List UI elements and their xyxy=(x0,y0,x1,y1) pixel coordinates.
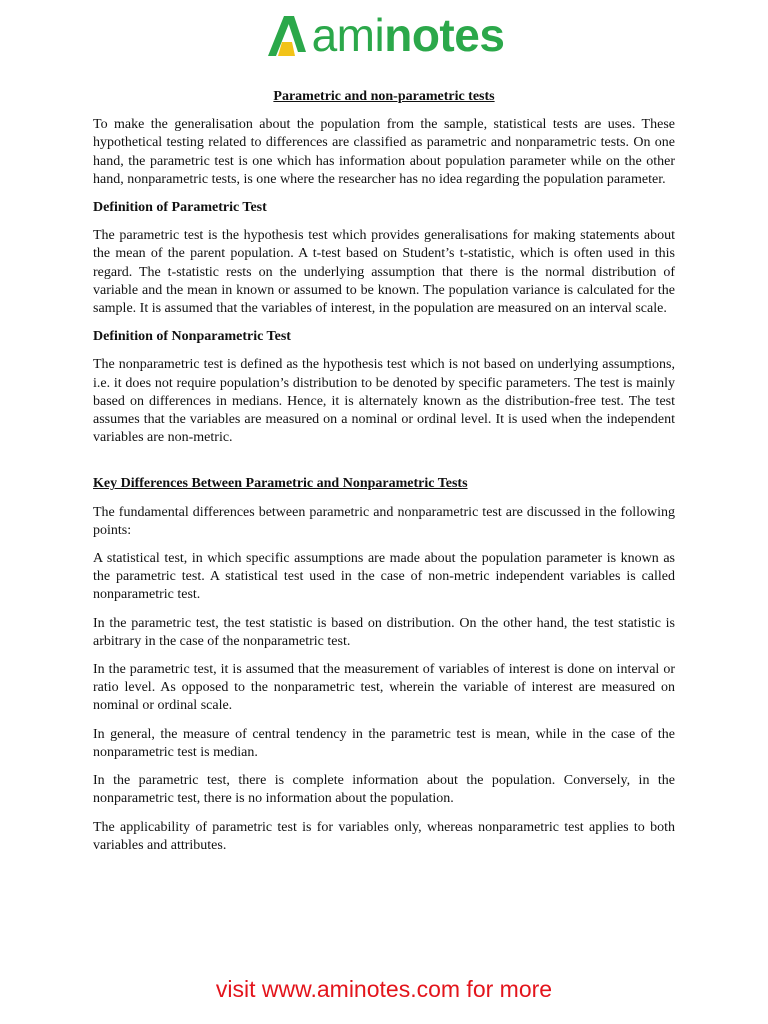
document-body xyxy=(93,88,675,865)
footer-link-text: visit www.aminotes.com for more xyxy=(215,976,553,1002)
key-differences-heading: Key Differences Between Parametric and Nonparametric Tests xyxy=(93,476,468,492)
site-logo xyxy=(0,6,768,64)
spacer xyxy=(93,457,675,475)
difference-point: In the parametric test, it is assumed that the measurement of variables of interest is done on interval or ratio level. As opposed to the nonparametric test, wherein the variable of interest are measured on nominal or ordinal scale. xyxy=(93,662,675,714)
difference-point: The applicability of parametric test is for variables only, whereas nonparametric test applies to both variables and attributes. xyxy=(93,819,675,853)
intro-paragraph: To make the generalisation about the population from the sample, statistical tests are uses. These hypothetical testing related to differences are classified as parametric and nonparametric tests. On one hand, the parametric test is one which has information about population parameter while on the other hand, nonparametric tests, is one where the researcher has no idea regarding the population parameter. xyxy=(93,117,675,187)
aminotes-logo-icon xyxy=(264,12,308,58)
logo-text-ami: ami xyxy=(311,9,385,61)
section-heading-parametric: Definition of Parametric Test xyxy=(93,200,267,216)
logo-text-notes: notes xyxy=(384,9,505,61)
difference-point: In the parametric test, the test statistic is based on distribution. On the other hand, the test statistic is arbitrary in the case of the nonparametric test. xyxy=(93,615,675,649)
section-body-parametric: The parametric test is the hypothesis test which provides generalisations for making statements about the mean of the parent population. A t-test based on Student’s t-statistic, which is often used in this regard. The t-statistic rests on the underlying assumption that there is the normal distribution of variable and the mean in known or assumed to be known. The population variance is calculated for the sample. It is assumed that the variables of interest, in the population are measured on an interval scale. xyxy=(93,228,675,317)
document-title: Parametric and non-parametric tests xyxy=(273,89,495,104)
difference-point: In general, the measure of central tendency in the parametric test is mean, while in the case of the nonparametric test is median. xyxy=(93,726,675,760)
difference-point: A statistical test, in which specific assumptions are made about the population parameter is known as the parametric test. A statistical test used in the case of non-metric independent variables is called nonparametric test. xyxy=(93,551,675,603)
section-heading-nonparametric: Definition of Nonparametric Test xyxy=(93,329,291,345)
difference-point: In the parametric test, there is complete information about the population. Conversely, in the nonparametric test, there is no information about the population. xyxy=(93,773,675,807)
key-differences-intro: The fundamental differences between parametric and nonparametric test are discussed in the following points: xyxy=(93,504,675,538)
section-body-nonparametric: The nonparametric test is defined as the hypothesis test which is not based on underlying assumptions, i.e. it does not require population’s distribution to be denoted by specific parameters. The test is mainly based on differences in medians. Hence, it is alternately known as the distribution-free test. The test assumes that the variables are measured on a nominal or ordinal level. It is used when the independent variables are non-metric. xyxy=(93,357,675,446)
logo-wordmark xyxy=(311,9,505,61)
